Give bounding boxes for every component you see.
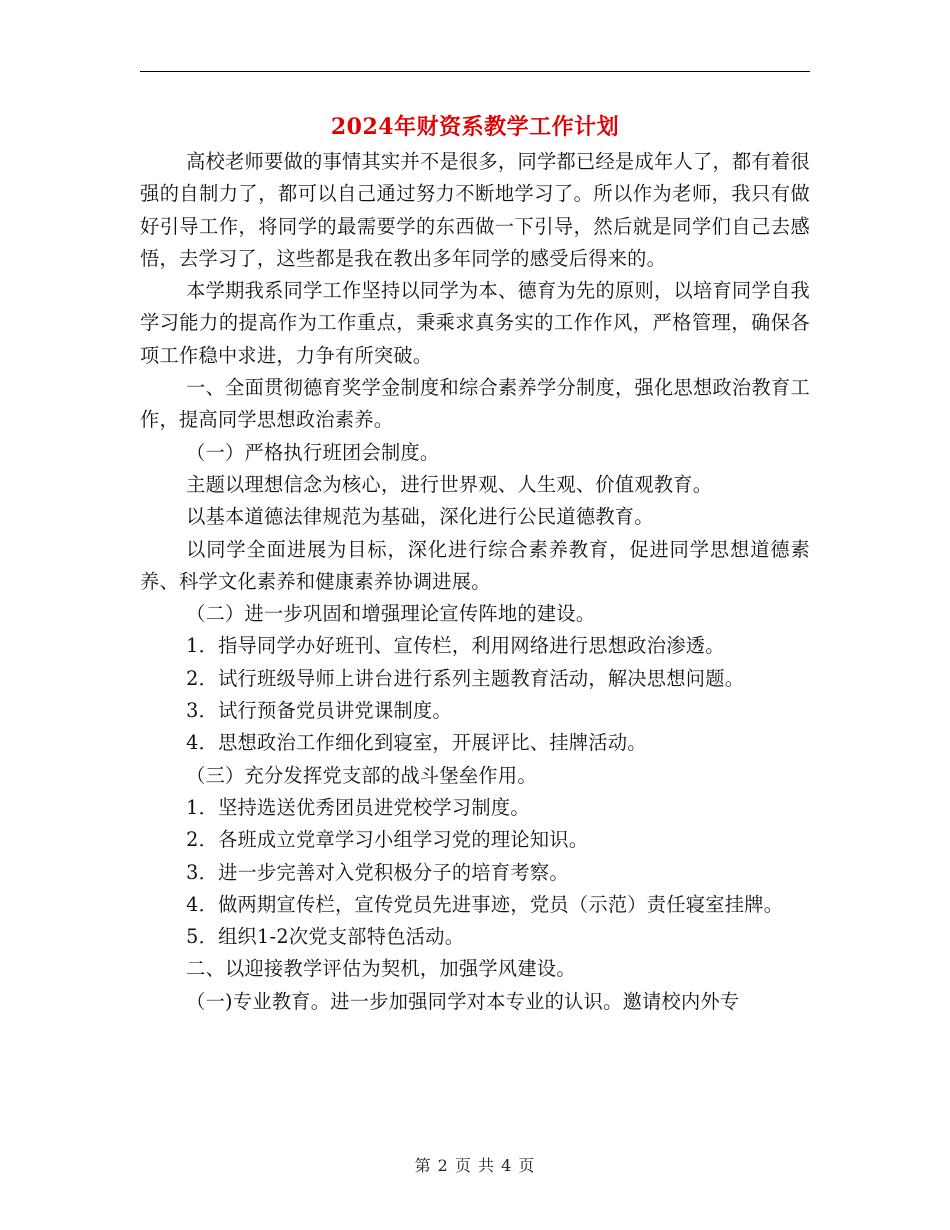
document-body bbox=[140, 146, 810, 1018]
page-footer: 第 2 页 共 4 页 bbox=[414, 1156, 536, 1175]
subsection-heading: （一)专业教育。进一步加强同学对本专业的认识。邀请校内外专 bbox=[186, 989, 740, 1013]
list-item: 4．做两期宣传栏，宣传党员先进事迹，党员（示范）责任寝室挂牌。 bbox=[186, 892, 784, 916]
subsection-heading: （一）严格执行班团会制度。 bbox=[186, 440, 440, 464]
list-item: 3．试行预备党员讲党课制度。 bbox=[186, 699, 452, 723]
list-item: 1．指导同学办好班刊、宣传栏，利用网络进行思想政治渗透。 bbox=[186, 634, 725, 658]
paragraph: 本学期我系同学工作坚持以同学为本、德育为先的原则，以培育同学自我学习能力的提高作为工作重点，秉乘求真务实的工作作风，严格管理，确保各项工作稳中求进，力争有所突破。 bbox=[140, 279, 810, 367]
subsection-heading: （三）充分发挥党支部的战斗堡垒作用。 bbox=[186, 763, 537, 787]
paragraph: 主题以理想信念为核心，进行世界观、人生观、价值观教育。 bbox=[186, 472, 713, 496]
list-item: 2．试行班级导师上讲台进行系列主题教育活动，解决思想问题。 bbox=[186, 666, 745, 690]
paragraph: 以同学全面进展为目标，深化进行综合素养教育，促进同学思想道德素养、科学文化素养和健康素养协调进展。 bbox=[140, 537, 810, 593]
paragraph: 高校老师要做的事情其实并不是很多，同学都已经是成年人了，都有着很强的自制力了，都可以自己通过努力不断地学习了。所以作为老师，我只有做好引导工作，将同学的最需要学的东西做一下引导，然后就是同学们自己去感悟，去学习了，这些都是我在教出多年同学的感受后得来的。 bbox=[140, 150, 810, 270]
section-heading: 一、全面贯彻德育奖学金制度和综合素养学分制度，强化思想政治教育工作，提高同学思想政治素养。 bbox=[140, 376, 810, 432]
list-item: 4．思想政治工作细化到寝室，开展评比、挂牌活动。 bbox=[186, 731, 647, 755]
header-rule bbox=[140, 71, 810, 72]
list-item: 2．各班成立党章学习小组学习党的理论知识。 bbox=[186, 828, 589, 852]
section-heading: 二、以迎接教学评估为契机，加强学风建设。 bbox=[186, 957, 576, 981]
document-title: 2024年财资系教学工作计划 bbox=[330, 114, 620, 140]
paragraph: 以基本道德法律规范为基础，深化进行公民道德教育。 bbox=[186, 505, 654, 529]
list-item: 5．组织1-2次党支部特色活动。 bbox=[186, 925, 465, 949]
list-item: 3．进一步完善对入党积极分子的培育考察。 bbox=[186, 860, 569, 884]
list-item: 1．坚持选送优秀团员进党校学习制度。 bbox=[186, 795, 530, 819]
subsection-heading: （二）进一步巩固和增强理论宣传阵地的建设。 bbox=[186, 602, 596, 626]
